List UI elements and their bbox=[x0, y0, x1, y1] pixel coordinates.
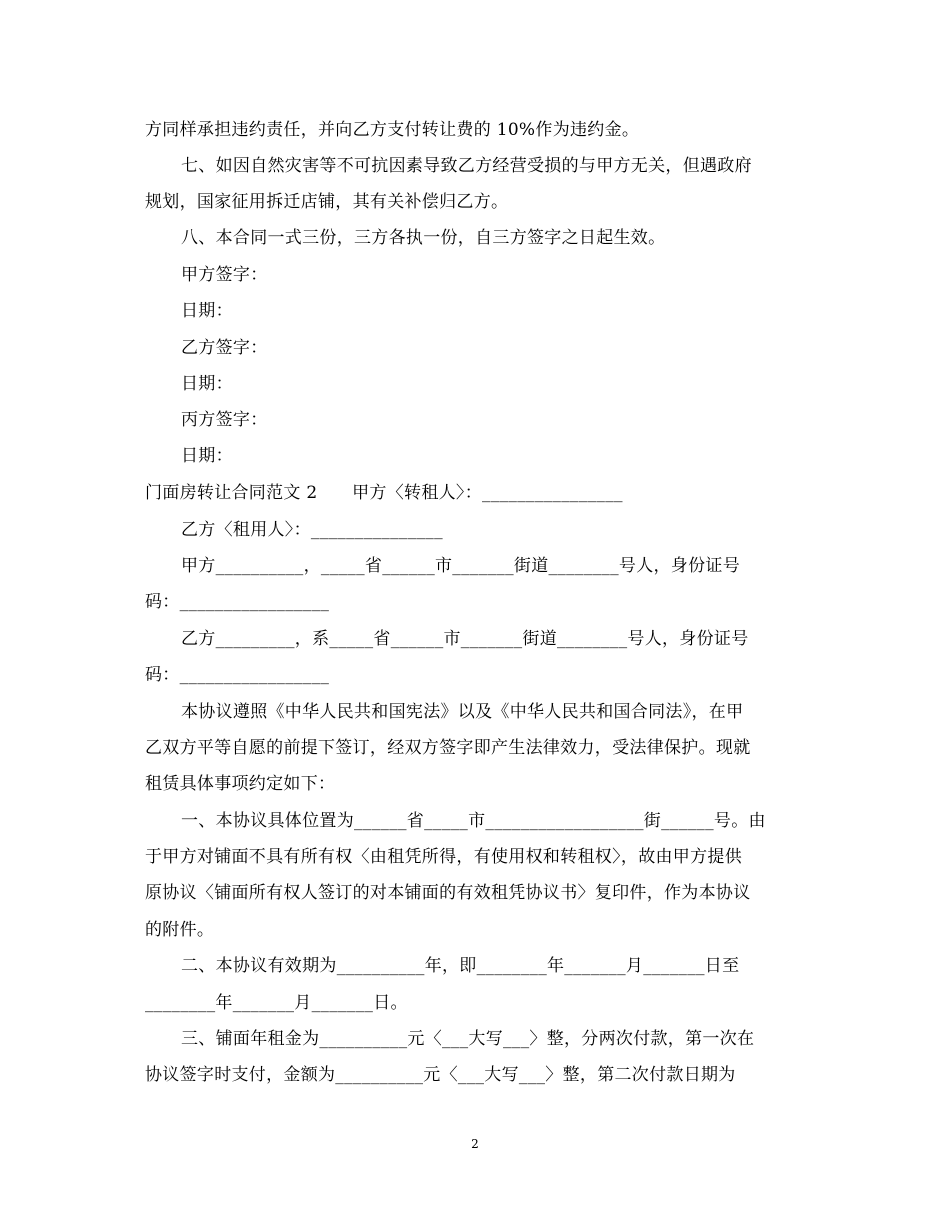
date-label: 日期： bbox=[181, 301, 233, 321]
text-line: 方同样承担违约责任，并向乙方支付转让费的 10%作为违约金。 bbox=[145, 120, 640, 140]
text-line: 本协议遵照《中华人民共和国宪法》以及《中华人民共和国合同法》，在甲 bbox=[181, 702, 744, 722]
text-line: 规划，国家征用拆迁店铺，其有关补偿归乙方。 bbox=[145, 192, 509, 212]
text-line: 八、本合同一式三份，三方各执一份，自三方签字之日起生效。 bbox=[181, 228, 666, 248]
text-line: 一、本协议具体位置为______省_____市__________________街______号。由 bbox=[181, 811, 766, 831]
text-line: 协议签字时支付，金额为__________元〈___大写___〉整，第二次付款日期为 bbox=[145, 1065, 736, 1085]
text-line: 二、本协议有效期为__________年，即________年_______月_______日至 bbox=[181, 956, 740, 976]
text-line: 的附件。 bbox=[145, 920, 215, 940]
signature-label: 乙方签字： bbox=[181, 338, 268, 358]
text-line: 码：_________________ bbox=[145, 592, 330, 612]
text-line: 七、如因自然灾害等不可抗因素导致乙方经营受损的与甲方无关，但遇政府 bbox=[181, 156, 752, 176]
page-number: 2 bbox=[471, 1137, 479, 1151]
date-label: 日期： bbox=[181, 446, 233, 466]
text-line: 三、铺面年租金为__________元〈___大写___〉整，分两次付款，第一次在 bbox=[181, 1029, 755, 1049]
text-line: 码：_________________ bbox=[145, 665, 330, 685]
text-line: 甲方__________，_____省______市_______街道________号人，身份证号 bbox=[181, 556, 740, 576]
signature-label: 丙方签字： bbox=[181, 410, 268, 430]
text-line: 租赁具体事项约定如下： bbox=[145, 774, 336, 794]
text-line: 于甲方对铺面不具有所有权〈由租凭所得，有使用权和转租权〉，故由甲方提供 bbox=[145, 847, 742, 867]
section-heading: 门面房转让合同范文 2 甲方〈转租人〉：________________ bbox=[145, 483, 623, 503]
date-label: 日期： bbox=[181, 374, 233, 394]
signature-label: 甲方签字： bbox=[181, 265, 268, 285]
text-line: 乙方_________，系_____省______市_______街道________号人，身份证号 bbox=[181, 629, 749, 649]
text-line: 原协议〈铺面所有权人签订的对本铺面的有效租凭协议书〉复印件，作为本协议 bbox=[145, 883, 751, 903]
text-line: 乙方〈租用人〉：_______________ bbox=[181, 520, 443, 540]
text-line: ________年_______月_______日。 bbox=[145, 993, 408, 1013]
text-line: 乙双方平等自愿的前提下签订，经双方签字即产生法律效力，受法律保护。现就 bbox=[145, 738, 751, 758]
